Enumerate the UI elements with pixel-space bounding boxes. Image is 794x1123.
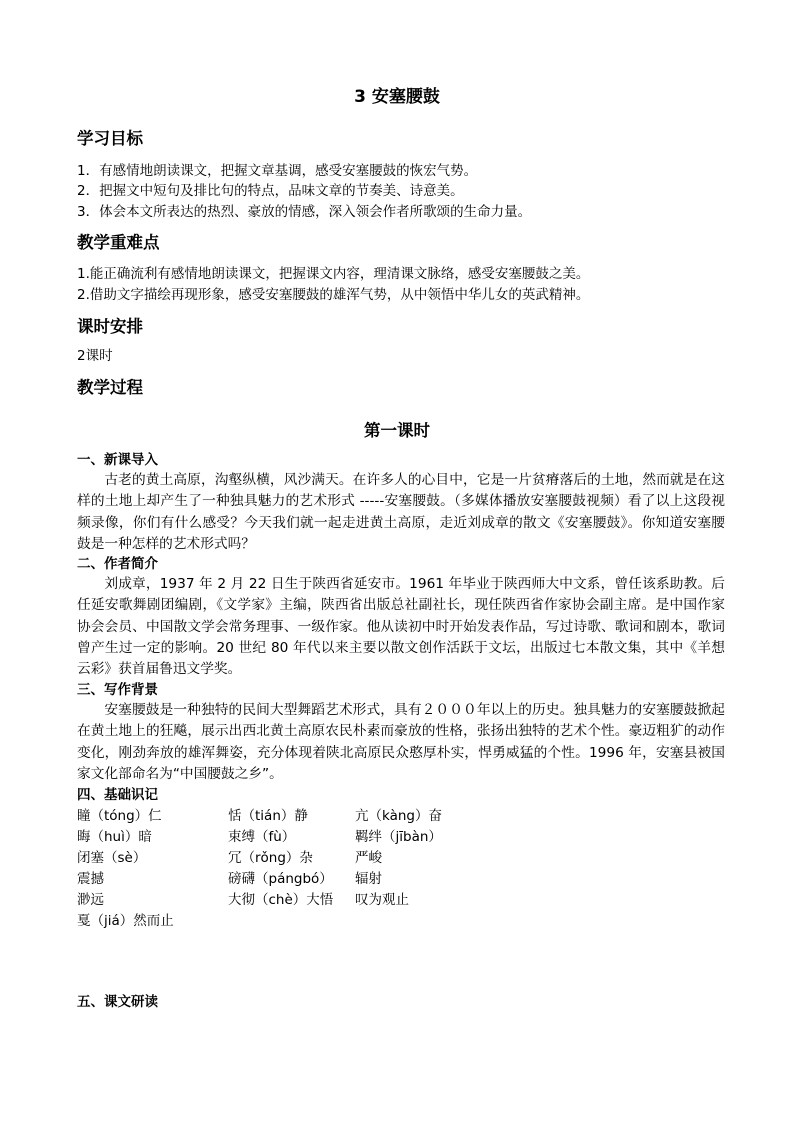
vocab-word: 晦（huì）暗 [77,829,152,845]
vocabulary-grid [77,806,717,932]
vocab-word: 大彻（chè）大悟 [228,892,334,908]
section-author-heading: 二、作者简介 [77,556,158,572]
lesson-title: 第一课时 [364,421,430,440]
vocab-word: 亢（kàng）奋 [355,808,442,824]
section-background-text: 安塞腰鼓是一种独特的民间大型舞蹈艺术形式，具有２０００年以上的历史。独具魅力的安塞腰鼓掀起在黄土地上的狂飚，展示出西北黄土高原农民朴素而豪放的性格，张扬出独特的艺术个性。豪迈粗犷的动作变化，刚劲奔放的雄浑舞姿，充分体现着陕北高原民众憨厚朴实，悍勇威猛的个性。1996 年，安塞县被国家文化部命名为“中国腰鼓之乡”。 [77,702,725,782]
section-intro-heading: 一、新课导入 [77,452,158,468]
learning-goals-heading: 学习目标 [77,129,143,148]
vocab-word: 叹为观止 [355,892,409,908]
vocab-word [355,911,555,932]
goal-item-2: 2．把握文中短句及排比句的特点，品味文章的节奏美、诗意美。 [77,183,464,199]
section-intro-text: 古老的黄土高原，沟壑纵横，风沙满天。在许多人的心目中，它是一片贫瘠落后的土地，然而就是在这样的土地上却产生了一种独具魅力的艺术形式 -----安塞腰鼓。（多媒体播放安塞腰鼓视频）看了以上这段视频录像，你们有什么感受？今天我们就一起走进黄土高原，走近刘成章的散文《安塞腰鼓》。你知道安塞腰鼓是一种怎样的艺术形式吗？ [77,472,725,552]
section-study-heading: 五、课文研读 [77,994,158,1010]
process-heading: 教学过程 [77,378,143,397]
schedule-text: 2课时 [77,348,113,364]
vocab-word: 渺远 [77,892,104,908]
vocab-word: 瞳（tóng）仁 [77,808,162,824]
vocab-word: 闭塞（sè） [77,850,147,866]
schedule-heading: 课时安排 [77,317,143,336]
section-author-text: 刘成章，1937 年 2 月 22 日生于陕西省延安市。1961 年毕业于陕西师大中文系，曾任该系助教。后任延安歌舞剧团编剧，《文学家》主编，陕西省出版总社副社长，现任陕西省作家协会副主席。是中国作家协会会员、中国散文学会常务理事、一级作家。他从读初中时开始发表作品，写过诗歌、歌词和剧本，歌词曾产生过一定的影响。20 世纪 80 年代以来主要以散文创作活跃于文坛，出版过七本散文集，其中《羊想云彩》获首届鲁迅文学奖。 [77,576,725,678]
key-points-heading: 教学重难点 [77,233,160,252]
vocab-word: 震撼 [77,871,104,887]
goal-item-3: 3．体会本文所表达的热烈、豪放的情感，深入领会作者所歌颂的生命力量。 [77,204,532,220]
vocab-word: 束缚（fù） [228,829,296,845]
key-point-item-1: 1.能正确流利有感情地朗读课文，把握课文内容，理清课文脉络，感受安塞腰鼓之美。 [77,266,590,282]
section-basics-heading: 四、基础识记 [77,787,158,803]
vocab-word: 严峻 [355,850,382,866]
vocab-word: 戛（jiá）然而止 [77,913,174,929]
vocab-word: 冗（rǒng）杂 [228,850,313,866]
key-point-item-2: 2.借助文字描绘再现形象，感受安塞腰鼓的雄浑气势，从中领悟中华儿女的英武精神。 [77,287,590,303]
vocab-word: 辐射 [355,871,382,887]
vocab-word: 羁绊（jībàn） [355,829,442,845]
goal-item-1: 1．有感情地朗读课文，把握文章基调，感受安塞腰鼓的恢宏气势。 [77,163,478,179]
section-background-heading: 三、写作背景 [77,682,158,698]
vocab-word: 磅礴（pángbó） [228,871,333,887]
vocab-word [228,911,355,932]
vocab-word: 恬（tián）静 [228,808,308,824]
page-title: 3 安塞腰鼓 [354,87,440,107]
